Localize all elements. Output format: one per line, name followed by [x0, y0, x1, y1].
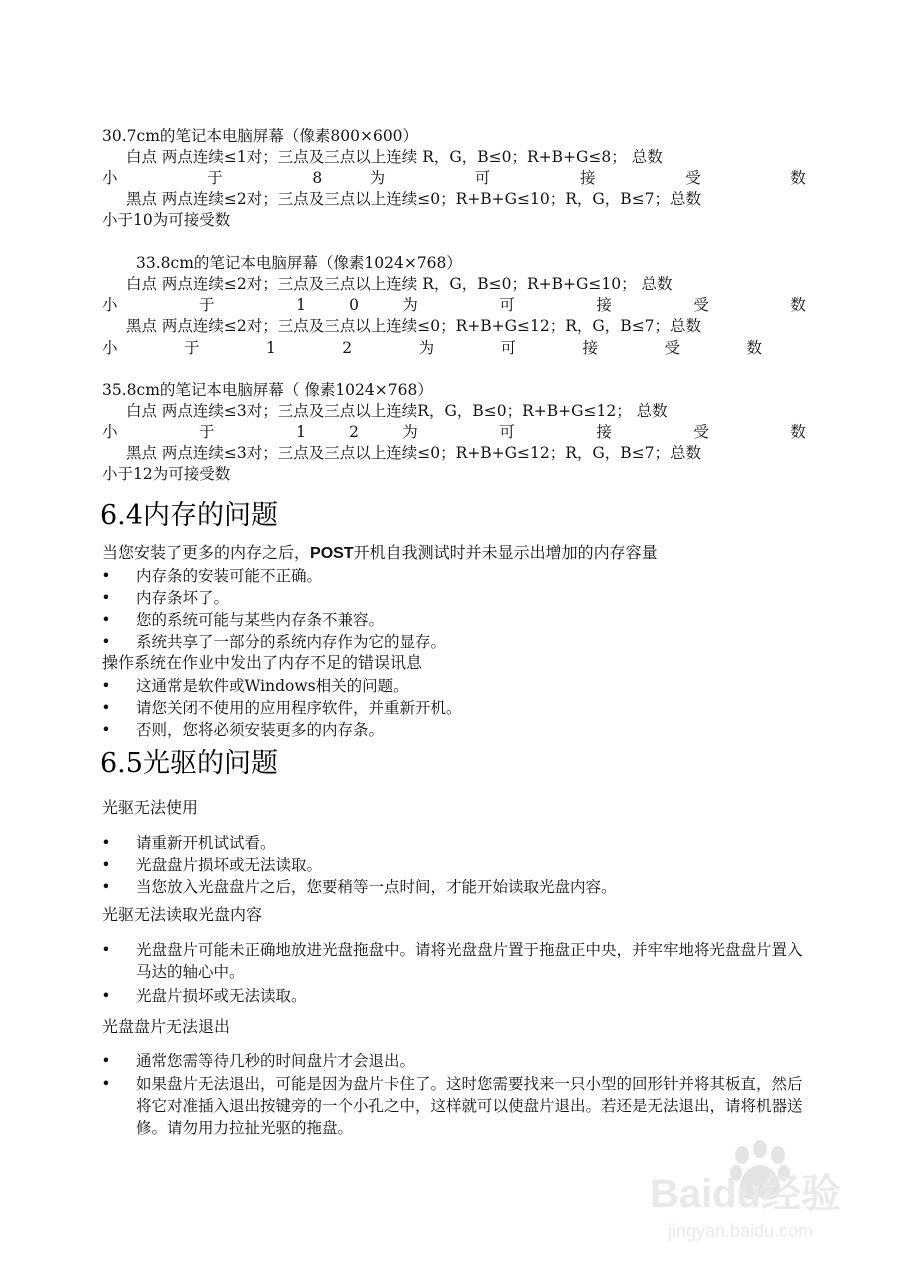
optical-problem2-title: 光驱无法读取光盘内容 — [102, 905, 263, 924]
bullet-icon: • — [101, 941, 111, 959]
bullet-icon: • — [101, 834, 111, 852]
list-item: • 内存条的安装可能不正确。 — [101, 567, 323, 585]
screen-30-black-line2: 小于10为可接受数 — [102, 211, 231, 229]
bullet-icon: • — [101, 721, 111, 739]
screen-30-white-line2: 小 于 8 为 可 接 受 数 — [102, 169, 806, 187]
memory-heading: 6.4内存的问题 — [100, 500, 278, 531]
svg-text:Baidu经验: Baidu经验 — [650, 1172, 842, 1216]
bullet-icon: • — [101, 699, 111, 717]
optical-problem3-title: 光盘盘片无法退出 — [102, 1017, 231, 1036]
screen-35-white-line1: 白点 两点连续≤3对；三点及三点以上连续R，G，B≤0；R+B+G≤12； 总数 — [126, 402, 668, 420]
memory-problem2-title: 操作系统在作业中发出了内存不足的错误讯息 — [102, 653, 423, 672]
baidu-jingyan-watermark — [640, 1135, 880, 1245]
list-item: • 光盘盘片可能未正确地放进光盘拖盘中。请将光盘盘片置于拖盘正中央，并牢牢地将光盘盘片置入马达的轴心中。 — [101, 941, 803, 981]
list-item: • 当您放入光盘盘片之后，您要稍等一点时间，才能开始读取光盘内容。 — [101, 878, 617, 896]
optical-heading: 6.5光驱的问题 — [100, 748, 278, 779]
list-item: • 系统共享了一部分的系统内存作为它的显存。 — [101, 633, 447, 651]
screen-35-black-line2: 小于12为可接受数 — [102, 465, 231, 483]
list-item: • 内存条坏了。 — [101, 589, 230, 607]
list-item: • 如果盘片无法退出，可能是因为盘片卡住了。这时您需要找来一只小型的回形针并将其板直，然后将它对准插入退出按键旁的一个小孔之中，这样就可以使盘片退出。若还是无法退出，请将机器送修。请勿用力拉扯光驱的拖盘。 — [101, 1075, 803, 1137]
memory-problem1-title: 当您安装了更多的内存之后，POST开机自我测试时并未显示出增加的内存容量 — [102, 543, 658, 562]
bullet-icon: • — [101, 633, 111, 651]
screen-30-black-line1: 黑点 两点连续≤2对；三点及三点以上连续≤0；R+B+G≤10；R，G，B≤7；总数 — [126, 190, 702, 208]
screen-33-title: 33.8cm的笔记本电脑屏幕（像素1024×768） — [136, 254, 462, 272]
screen-30-white-line1: 白点 两点连续≤1对；三点及三点以上连续 R，G，B≤0；R+B+G≤8； 总数 — [126, 148, 663, 166]
bullet-icon: • — [101, 1075, 111, 1093]
list-item: • 请您关闭不使用的应用程序软件，并重新开机。 — [101, 699, 462, 717]
baidu-paw-logo-icon — [640, 1135, 880, 1245]
screen-35-title: 35.8cm的笔记本电脑屏幕（ 像素1024×768） — [102, 381, 433, 399]
bullet-icon: • — [101, 1052, 111, 1070]
bullet-icon: • — [101, 987, 111, 1005]
bullet-icon: • — [101, 677, 111, 695]
screen-33-black-line1: 黑点 两点连续≤2对；三点及三点以上连续≤0；R+B+G≤12；R，G，B≤7；总数 — [126, 317, 702, 335]
list-item: • 否则，您将必须安装更多的内存条。 — [101, 721, 385, 739]
list-item: • 请重新开机试试看。 — [101, 834, 276, 852]
list-item: • 光盘盘片损坏或无法读取。 — [101, 856, 323, 874]
list-item: • 光盘片损坏或无法读取。 — [101, 987, 307, 1005]
bullet-icon: • — [101, 611, 111, 629]
screen-35-white-line2: 小 于 1 2 为 可 接 受 数 — [102, 423, 806, 441]
list-item: • 您的系统可能与某些内存条不兼容。 — [101, 611, 385, 629]
bullet-icon: • — [101, 567, 111, 585]
bullet-icon: • — [101, 856, 111, 874]
screen-30-title: 30.7cm的笔记本电脑屏幕（像素800×600） — [102, 127, 419, 145]
svg-text:jingyan.baidu.com: jingyan.baidu.com — [668, 1221, 814, 1241]
screen-33-white-line2: 小 于 1 0 为 可 接 受 数 — [102, 296, 806, 314]
screen-33-black-line2: 小 于 1 2 为 可 接 受 数 — [102, 339, 762, 357]
list-item: • 这通常是软件或Windows相关的问题。 — [101, 677, 409, 695]
screen-35-black-line1: 黑点 两点连续≤3对；三点及三点以上连续≤0；R+B+G≤12；R，G，B≤7；总数 — [126, 444, 702, 462]
list-item: • 通常您需等待几秒的时间盘片才会退出。 — [101, 1052, 416, 1070]
bullet-icon: • — [101, 589, 111, 607]
bullet-icon: • — [101, 878, 111, 896]
optical-problem1-title: 光驱无法使用 — [102, 798, 199, 817]
screen-33-white-line1: 白点 两点连续≤2对；三点及三点以上连续 R，G，B≤0；R+B+G≤10； 总数 — [126, 275, 673, 293]
